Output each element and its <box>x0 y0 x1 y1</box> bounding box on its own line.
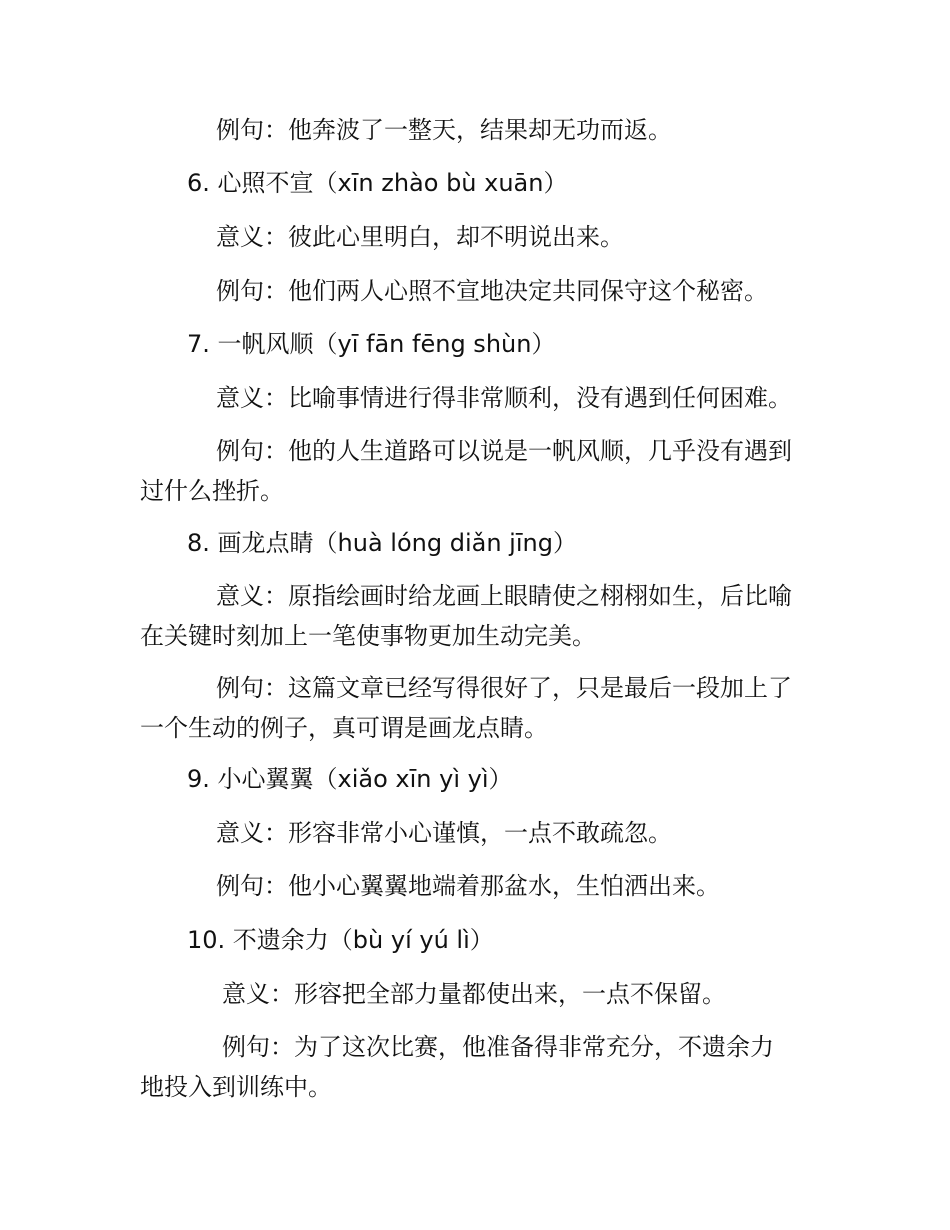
meaning-text: 意义：比喻事情进行得非常顺利，没有遇到任何困难。 <box>216 384 792 412</box>
meaning-text: 意义：形容把全部力量都使出来，一点不保留。 <box>222 980 726 1008</box>
idiom-heading: 10. 不遗余力（bù yí yú lì） <box>187 926 494 954</box>
example-text: 例句：他的人生道路可以说是一帆风顺，几乎没有遇到过什么挫折。 <box>140 437 792 505</box>
example-text: 例句：这篇文章已经写得很好了，只是最后一段加上了一个生动的例子，真可谓是画龙点睛。 <box>140 674 792 742</box>
meaning-text: 意义：形容非常小心谨慎，一点不敢疏忽。 <box>216 819 672 847</box>
idiom-heading: 6. 心照不宣（xīn zhào bù xuān） <box>187 169 568 197</box>
idiom-heading: 7. 一帆风顺（yī fān fēng shùn） <box>187 330 556 358</box>
idiom-heading: 9. 小心翼翼（xiǎo xīn yì yì） <box>187 765 513 793</box>
idiom-heading: 8. 画龙点睛（huà lóng diǎn jīng） <box>187 529 577 557</box>
meaning-text: 意义：彼此心里明白，却不明说出来。 <box>216 223 624 251</box>
example-text: 例句：为了这次比赛，他准备得非常充分，不遗余力地投入到训练中。 <box>140 1033 774 1101</box>
meaning-text: 意义：原指绘画时给龙画上眼睛使之栩栩如生，后比喻在关键时刻加上一笔使事物更加生动完美。 <box>140 582 792 650</box>
example-text: 例句：他小心翼翼地端着那盆水，生怕洒出来。 <box>216 872 720 900</box>
example-text: 例句：他们两人心照不宣地决定共同保守这个秘密。 <box>216 277 768 305</box>
example-text: 例句：他奔波了一整天，结果却无功而返。 <box>216 116 672 144</box>
